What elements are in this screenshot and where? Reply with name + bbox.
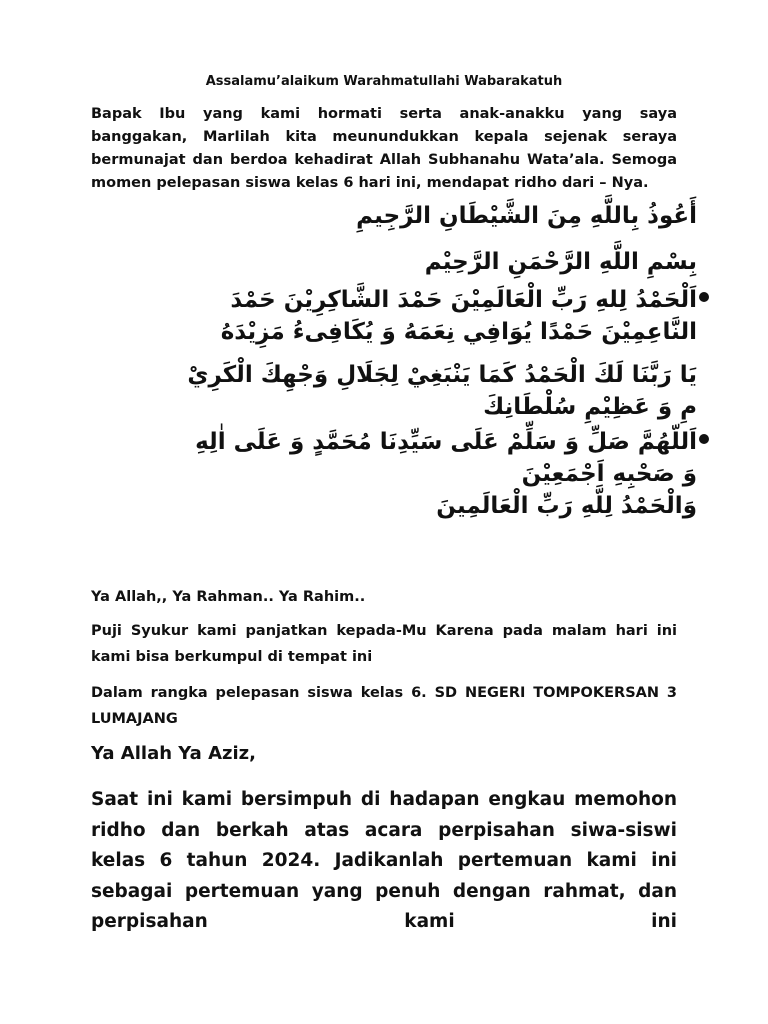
arabic-taawudz-text: أَعُوذُ بِاللَّهِ مِنَ الشَّيْطَانِ الرَّجِيمِ: [356, 203, 697, 229]
arabic-basmalah-text: بِسْمِ اللَّهِ الرَّحْمَنِ الرَّحِيْم: [424, 249, 697, 275]
intro-paragraph: Bapak Ibu yang kami hormati serta anak-anakku yang saya banggakan, MarIilah kita meunundukkan kepala sejenak seraya bermunajat dan berdoa kehadirat Allah Subhanahu Wata’ala. Semoga momen pelepasan siswa kelas 6 hari ini, mendapat ridho dari – Nya.: [91, 106, 677, 191]
praise-paragraph: Puji Syukur kami panjatkan kepada-Mu Karena pada malam hari ini kami bisa berkumpul di tempat ini: [91, 623, 677, 665]
arabic-closing: وَالْحَمْدُ لِلَّهِ رَبِّ الْعَالَمِينَ: [436, 493, 697, 519]
arabic-yarabbana-line2: مِ وَ عَظِيْمِ سُلْطَانِكَ: [483, 394, 697, 420]
arabic-shalawat: [91, 426, 697, 522]
arabic-taawudz: [91, 200, 697, 232]
arabic-yarabbana: [91, 359, 697, 423]
bullet-dot-icon: [699, 434, 709, 444]
arabic-hamdalah-line1: اَلْحَمْدُ لِلهِ رَبِّ الْعَالَمِيْنَ حَمْدَ الشَّاكِرِيْنَ حَمْدَ: [230, 287, 697, 313]
arabic-shalawat-line2: وَ صَحْبِهِ اَجْمَعِيْنَ: [521, 461, 697, 487]
arabic-hamdalah-line2: النَّاعِمِيْنَ حَمْدًا يُوَافِي نِعَمَهُ وَ يُكَافِىءُ مَزِيْدَهُ: [220, 319, 697, 345]
greeting-line: Assalamu’alaikum Warahmatullahi Wabarakatuh: [205, 74, 563, 89]
arabic-shalawat-line1: اَللّهُمَّ صَلِّ وَ سَلِّمْ عَلَى سَيِّدِنَا مُحَمَّدٍ وَ عَلَى اٰلِهِ: [195, 429, 697, 455]
body-paragraph: Saat ini kami bersimpuh di hadapan engkau memohon ridho dan berkah atas acara perpisahan siwa-siswi kelas 6 tahun 2024. Jadikanlah pertemuan kami ini sebagai pertemuan yang penuh dengan rahmat, dan perpisahan kami ini: [91, 789, 677, 932]
occasion-paragraph: Dalam rangka pelepasan siswa kelas 6. SD NEGERI TOMPOKERSAN 3 LUMAJANG: [91, 685, 677, 727]
arabic-hamdalah: [91, 284, 697, 348]
bullet-dot-icon: [699, 292, 709, 302]
invocation-line: Ya Allah,, Ya Rahman.. Ya Rahim..: [91, 589, 366, 605]
arabic-yarabbana-line1: يَا رَبَّنَا لَكَ الْحَمْدُ كَمَا يَنْبَغِيْ لِجَلَالِ وَجْهِكَ الْكَرِيْ: [187, 362, 697, 388]
section-heading: Ya Allah Ya Aziz,: [91, 743, 256, 764]
arabic-basmalah: [91, 246, 697, 278]
